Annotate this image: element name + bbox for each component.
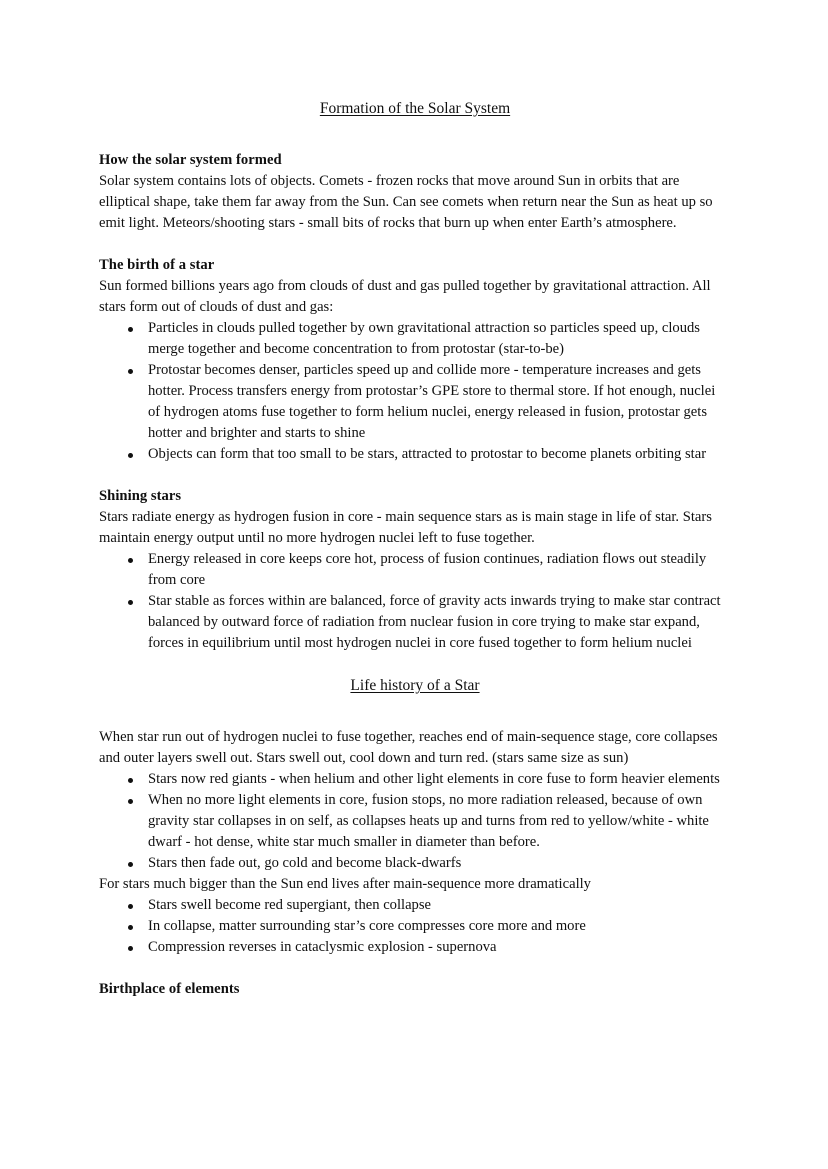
list-item: Particles in clouds pulled together by own gravitational attraction so particles speed up, clouds merge together and become concentration to from protostar (star-to-be) — [99, 318, 731, 360]
section-paragraph: Solar system contains lots of objects. Comets - frozen rocks that move around Sun in orbits that are elliptical shape, take them far away from the Sun. Can see comets when return near the Sun as heat up so emit light. Meteors/shooting stars - small bits of rocks that burn up when enter Earth’s atmosphere. — [99, 173, 713, 231]
page-title-text: Formation of the Solar System — [319, 100, 511, 117]
section-heading: How the solar system formed — [99, 152, 282, 168]
section-paragraph: When star run out of hydrogen nuclei to fuse together, reaches end of main-sequence stage, core collapses and outer layers swell out. Stars swell out, cool down and turn red. (stars same size as sun) — [99, 729, 718, 766]
list-item: Stars then fade out, go cold and become black-dwarfs — [99, 853, 731, 874]
page-title — [99, 98, 731, 119]
section-title-life-history — [99, 675, 731, 696]
section-heading-birthplace-of-elements: Birthplace of elements — [99, 981, 240, 997]
section-title-text: Life history of a Star — [350, 677, 480, 694]
interstitial-paragraph: For stars much bigger than the Sun end lives after main-sequence more dramatically — [99, 876, 591, 892]
bullet-list-second — [99, 895, 731, 958]
list-item: Energy released in core keeps core hot, process of fusion continues, radiation flows out steadily from core — [99, 549, 731, 591]
list-item: Compression reverses in cataclysmic explosion - supernova — [99, 937, 731, 958]
list-item: Protostar becomes denser, particles speed up and collide more - temperature increases and gets hotter. Process transfers energy from protostar’s GPE store to thermal store. If hot enough, nuclei of hydrogen atoms fuse together to form helium nuclei, energy released in fusion, protostar gets hotter and brighter and starts to shine — [99, 360, 731, 444]
list-item: When no more light elements in core, fusion stops, no more radiation released, because of own gravity star collapses in on self, as collapses heats up and turns from red to yellow/white - white dwarf - hot dense, white star much smaller in diameter than before. — [99, 790, 731, 853]
section-paragraph: Sun formed billions years ago from clouds of dust and gas pulled together by gravitational attraction. All stars form out of clouds of dust and gas: — [99, 278, 711, 315]
list-item: Stars swell become red supergiant, then collapse — [99, 895, 731, 916]
section-how-the-solar-system-formed — [99, 150, 731, 234]
section-heading: The birth of a star — [99, 257, 215, 273]
list-item: Star stable as forces within are balanced, force of gravity acts inwards trying to make star contract balanced by outward force of radiation from nuclear fusion in core trying to make star expand, forces in equilibrium until most hydrogen nuclei in core fused together to form helium nuclei — [99, 591, 731, 654]
spacer — [99, 654, 731, 675]
spacer — [99, 234, 731, 255]
list-item: Objects can form that too small to be stars, attracted to protostar to become planets orbiting star — [99, 444, 731, 465]
bullet-list — [99, 549, 731, 654]
spacer — [99, 696, 731, 727]
section-heading: Shining stars — [99, 488, 182, 504]
section-shining-stars — [99, 486, 731, 654]
document-body — [99, 98, 731, 1000]
section-paragraph: Stars radiate energy as hydrogen fusion in core - main sequence stars as is main stage in life of star. Stars maintain energy output until no more hydrogen nuclei left to fuse together. — [99, 509, 712, 546]
section-life-history-body — [99, 727, 731, 958]
list-item: In collapse, matter surrounding star’s core compresses core more and more — [99, 916, 731, 937]
list-item: Stars now red giants - when helium and other light elements in core fuse to form heavier elements — [99, 769, 731, 790]
section-the-birth-of-a-star — [99, 255, 731, 465]
bullet-list-first — [99, 769, 731, 874]
spacer — [99, 119, 731, 150]
spacer — [99, 465, 731, 486]
spacer — [99, 958, 731, 979]
bullet-list — [99, 318, 731, 465]
